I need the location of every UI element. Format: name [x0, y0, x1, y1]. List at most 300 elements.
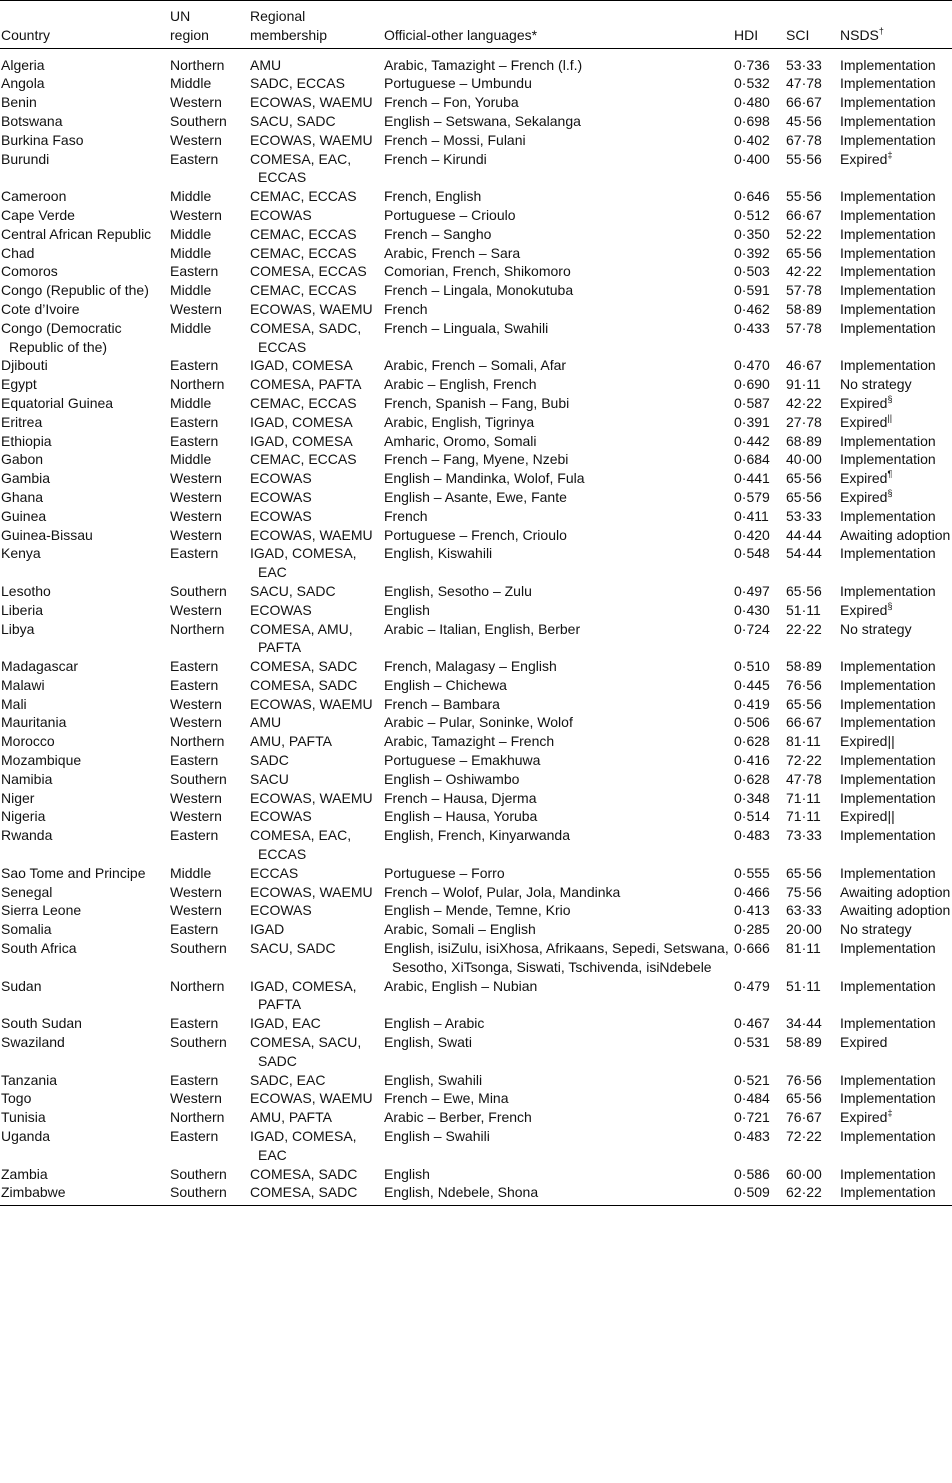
cell-country [0, 920, 170, 939]
cell-regional-membership-text: SADC, ECCAS [250, 75, 345, 92]
cell-country-text: Swaziland [1, 1034, 65, 1051]
cell-country-text: Namibia [1, 770, 53, 787]
cell-un-region-text: Western [170, 470, 222, 487]
cell-languages [384, 93, 734, 112]
cell-country [0, 281, 170, 300]
cell-un-region-text: Eastern [170, 1128, 219, 1145]
cell-regional-membership-text: ECOWAS [250, 808, 312, 825]
cell-hdi-text: 0·466 [734, 883, 770, 900]
cell-regional-membership-text: SADC [250, 752, 289, 769]
cell-nsds-text: Implementation [840, 507, 936, 524]
cell-regional-membership-text: COMESA, SACU, SADC [250, 1034, 362, 1069]
cell-sci-text: 67·78 [786, 131, 822, 148]
cell-sci [786, 507, 840, 526]
nsds-footnote-mark: § [887, 393, 893, 404]
cell-regional-membership-text: ECOWAS, WAEMU [250, 883, 373, 900]
cell-languages-text: Arabic, French – Sara [384, 244, 521, 261]
cell-country-text: Mozambique [1, 752, 82, 769]
nsds-footnote-mark: ‡ [887, 1108, 893, 1119]
cell-nsds-text: Awaiting adoption [840, 883, 951, 900]
cell-regional-membership [250, 206, 384, 225]
cell-sci-text: 66·67 [786, 94, 822, 111]
table-row [0, 48, 952, 74]
cell-sci-text: 22·22 [786, 620, 822, 637]
cell-sci [786, 1127, 840, 1165]
cell-hdi-text: 0·484 [734, 1090, 770, 1107]
cell-regional-membership-text: COMESA, PAFTA [250, 376, 362, 393]
cell-languages [384, 1071, 734, 1090]
cell-nsds-text: Implementation [840, 282, 936, 299]
cell-languages [384, 206, 734, 225]
cell-hdi-text: 0·411 [734, 507, 769, 524]
cell-regional-membership [250, 413, 384, 432]
cell-hdi [734, 206, 786, 225]
cell-languages [384, 74, 734, 93]
cell-nsds [840, 1108, 952, 1127]
cell-hdi-text: 0·392 [734, 244, 770, 261]
cell-hdi [734, 883, 786, 902]
cell-languages-text: English, French, Kinyarwanda [384, 827, 570, 844]
cell-hdi-text: 0·467 [734, 1015, 770, 1032]
cell-nsds-text: Implementation [840, 206, 936, 223]
cell-un-region-text: Southern [170, 940, 227, 957]
cell-country [0, 864, 170, 883]
cell-hdi-text: 0·445 [734, 676, 770, 693]
cell-hdi-text: 0·483 [734, 1128, 770, 1145]
cell-languages [384, 544, 734, 582]
cell-nsds [840, 131, 952, 150]
cell-hdi-text: 0·413 [734, 902, 770, 919]
cell-un-region-text: Northern [170, 1109, 225, 1126]
cell-un-region [170, 920, 250, 939]
cell-sci-text: 20·00 [786, 921, 822, 938]
cell-languages [384, 150, 734, 188]
cell-hdi-text: 0·724 [734, 620, 770, 637]
cell-country-text: Kenya [1, 545, 41, 562]
cell-un-region-text: Southern [170, 1165, 227, 1182]
cell-country [0, 74, 170, 93]
cell-sci-text: 65·56 [786, 244, 822, 261]
cell-regional-membership-text: ECCAS [250, 864, 299, 881]
cell-country [0, 488, 170, 507]
cell-country-text: Uganda [1, 1128, 51, 1145]
cell-hdi [734, 864, 786, 883]
cell-languages-text: English [384, 1165, 430, 1182]
cell-languages-text: French – Kirundi [384, 150, 487, 167]
cell-un-region [170, 150, 250, 188]
cell-country-text: Congo (Democratic Republic of the) [1, 319, 122, 355]
cell-nsds-text: Implementation [840, 658, 936, 675]
cell-sci [786, 48, 840, 74]
cell-country [0, 507, 170, 526]
cell-sci-text: 65·56 [786, 582, 822, 599]
table-row [0, 1165, 952, 1184]
cell-un-region [170, 582, 250, 601]
cell-hdi [734, 112, 786, 131]
cell-country-text: Ghana [1, 488, 44, 505]
cell-sci-text: 76·56 [786, 1071, 822, 1088]
cell-languages [384, 901, 734, 920]
cell-un-region-text: Northern [170, 620, 225, 637]
nsds-footnote-mark: || [887, 412, 893, 423]
cell-regional-membership-text: ECOWAS [250, 470, 312, 487]
cell-sci [786, 262, 840, 281]
cell-sci-text: 68·89 [786, 432, 822, 449]
cell-nsds-text: Implementation [840, 319, 936, 336]
cell-un-region [170, 713, 250, 732]
table-row [0, 413, 952, 432]
cell-un-region [170, 939, 250, 977]
cell-regional-membership-text: COMESA, SADC [250, 676, 358, 693]
cell-sci-text: 40·00 [786, 451, 822, 468]
cell-languages [384, 1089, 734, 1108]
cell-hdi-text: 0·514 [734, 808, 770, 825]
cell-languages-text: Arabic, French – Somali, Afar [384, 357, 567, 374]
cell-un-region-text: Western [170, 883, 222, 900]
cell-country [0, 526, 170, 545]
cell-country [0, 751, 170, 770]
cell-un-region [170, 620, 250, 658]
table-row [0, 977, 952, 1015]
cell-sci-text: 53·33 [786, 507, 822, 524]
cell-country [0, 1071, 170, 1090]
cell-regional-membership [250, 676, 384, 695]
cell-country-text: South Africa [1, 940, 77, 957]
cell-country [0, 1165, 170, 1184]
cell-country [0, 601, 170, 620]
cell-regional-membership-text: SACU, SADC [250, 940, 336, 957]
cell-languages-text: Portuguese – Umbundu [384, 75, 532, 92]
cell-sci [786, 601, 840, 620]
cell-regional-membership [250, 112, 384, 131]
cell-un-region [170, 1014, 250, 1033]
cell-regional-membership [250, 225, 384, 244]
cell-un-region-text: Eastern [170, 676, 219, 693]
cell-un-region [170, 356, 250, 375]
cell-nsds-text: Implementation [840, 112, 936, 129]
cell-languages [384, 601, 734, 620]
cell-country-text: Algeria [1, 56, 45, 73]
cell-country [0, 695, 170, 714]
cell-sci-text: 57·78 [786, 319, 822, 336]
cell-sci [786, 1014, 840, 1033]
cell-country [0, 150, 170, 188]
cell-un-region-text: Eastern [170, 263, 219, 280]
cell-sci-text: 58·89 [786, 658, 822, 675]
cell-un-region-text: Western [170, 808, 222, 825]
cell-regional-membership [250, 244, 384, 263]
cell-un-region [170, 901, 250, 920]
cell-hdi-text: 0·510 [734, 658, 770, 675]
cell-country-text: Gabon [1, 451, 44, 468]
cell-sci [786, 131, 840, 150]
cell-country-text: Cameroon [1, 188, 67, 205]
cell-languages [384, 695, 734, 714]
cell-languages-text: English – Swahili [384, 1128, 490, 1145]
cell-languages [384, 826, 734, 864]
cell-un-region [170, 1071, 250, 1090]
cell-sci-text: 72·22 [786, 1128, 822, 1145]
cell-un-region-text: Eastern [170, 1071, 219, 1088]
cell-regional-membership [250, 432, 384, 451]
cell-languages-text: English – Mandinka, Wolof, Fula [384, 470, 585, 487]
cell-hdi [734, 676, 786, 695]
cell-languages [384, 1014, 734, 1033]
cell-regional-membership [250, 732, 384, 751]
table-row [0, 620, 952, 658]
cell-languages-text: French [384, 507, 428, 524]
cell-regional-membership [250, 450, 384, 469]
cell-languages [384, 112, 734, 131]
cell-hdi-text: 0·506 [734, 714, 770, 731]
table-row [0, 281, 952, 300]
cell-hdi-text: 0·400 [734, 150, 770, 167]
cell-languages-text: French – Linguala, Swahili [384, 319, 549, 336]
cell-sci [786, 225, 840, 244]
cell-country-text: Central African Republic [1, 225, 152, 242]
cell-languages [384, 657, 734, 676]
cell-sci-text: 65·56 [786, 488, 822, 505]
cell-sci-text: 66·67 [786, 206, 822, 223]
cell-country [0, 582, 170, 601]
cell-country [0, 1033, 170, 1071]
cell-hdi [734, 657, 786, 676]
cell-country [0, 1014, 170, 1033]
cell-regional-membership-text: IGAD, COMESA [250, 413, 353, 430]
table-row [0, 206, 952, 225]
cell-hdi [734, 507, 786, 526]
cell-country-text: Comoros [1, 263, 58, 280]
cell-regional-membership-text: SACU, SADC [250, 112, 336, 129]
cell-hdi-text: 0·416 [734, 752, 770, 769]
cell-languages-text: Arabic – Italian, English, Berber [384, 620, 581, 637]
cell-nsds-text: Expired [840, 394, 888, 411]
cell-sci [786, 770, 840, 789]
cell-regional-membership-text: AMU, PAFTA [250, 733, 332, 750]
cell-languages-text: Arabic, English, Tigrinya [384, 413, 535, 430]
cell-un-region [170, 789, 250, 808]
table-row [0, 244, 952, 263]
cell-languages-text: French – Wolof, Pular, Jola, Mandinka [384, 883, 621, 900]
cell-nsds-text: Implementation [840, 432, 936, 449]
cell-hdi [734, 319, 786, 357]
cell-languages [384, 620, 734, 658]
cell-un-region-text: Eastern [170, 921, 219, 938]
cell-hdi [734, 300, 786, 319]
cell-regional-membership-text: ECOWAS, WAEMU [250, 789, 373, 806]
cell-nsds-text: Expired [840, 413, 888, 430]
cell-country-text: Eritrea [1, 413, 43, 430]
cell-regional-membership-text: ECOWAS, WAEMU [250, 94, 373, 111]
cell-hdi [734, 1183, 786, 1205]
cell-sci [786, 657, 840, 676]
cell-regional-membership [250, 150, 384, 188]
cell-hdi [734, 620, 786, 658]
cell-sci [786, 432, 840, 451]
cell-country [0, 713, 170, 732]
cell-un-region-text: Eastern [170, 413, 219, 430]
table-row [0, 732, 952, 751]
cell-hdi [734, 751, 786, 770]
cell-hdi [734, 131, 786, 150]
cell-country-text: Morocco [1, 733, 55, 750]
cell-languages-text: English, Swati [384, 1034, 472, 1051]
cell-regional-membership-text: COMESA, AMU, PAFTA [250, 620, 353, 656]
cell-un-region [170, 225, 250, 244]
cell-sci-text: 76·56 [786, 676, 822, 693]
cell-sci [786, 375, 840, 394]
cell-nsds-text: Implementation [840, 977, 936, 994]
cell-sci [786, 807, 840, 826]
cell-nsds [840, 394, 952, 413]
cell-nsds-text: Implementation [840, 582, 936, 599]
cell-languages-text: English – Asante, Ewe, Fante [384, 488, 567, 505]
cell-languages-text: French – Fon, Yoruba [384, 94, 519, 111]
cell-languages-text: French [384, 300, 428, 317]
cell-sci-text: 55·56 [786, 150, 822, 167]
cell-sci-text: 42·22 [786, 394, 822, 411]
cell-hdi-text: 0·531 [734, 1034, 770, 1051]
table-row [0, 1033, 952, 1071]
cell-languages [384, 582, 734, 601]
cell-nsds-text: Implementation [840, 940, 936, 957]
cell-nsds [840, 488, 952, 507]
cell-nsds-text: Implementation [840, 188, 936, 205]
cell-sci-text: 42·22 [786, 263, 822, 280]
table-row [0, 1014, 952, 1033]
cell-hdi-text: 0·512 [734, 206, 770, 223]
cell-un-region [170, 864, 250, 883]
table-row [0, 807, 952, 826]
cell-nsds-text: Implementation [840, 545, 936, 562]
cell-country-text: Equatorial Guinea [1, 394, 114, 411]
cell-un-region [170, 1108, 250, 1127]
cell-country [0, 356, 170, 375]
cell-languages-text: English – Oshiwambo [384, 770, 520, 787]
cell-sci-text: 65·56 [786, 695, 822, 712]
cell-regional-membership [250, 601, 384, 620]
cell-languages-text: French, Malagasy – English [384, 658, 557, 675]
cell-regional-membership-text: ECOWAS, WAEMU [250, 300, 373, 317]
cell-country-text: Benin [1, 94, 37, 111]
cell-nsds [840, 1033, 952, 1071]
table-row [0, 394, 952, 413]
cell-country-text: Mauritania [1, 714, 67, 731]
cell-regional-membership [250, 695, 384, 714]
cell-regional-membership-text: IGAD, COMESA, EAC [250, 1128, 357, 1163]
cell-regional-membership [250, 356, 384, 375]
cell-nsds [840, 375, 952, 394]
cell-languages-text: English, Ndebele, Shona [384, 1184, 539, 1201]
cell-hdi-text: 0·462 [734, 300, 770, 317]
cell-languages [384, 1127, 734, 1165]
cell-languages-text: Portuguese – Forro [384, 864, 505, 881]
cell-regional-membership-text: ECOWAS, WAEMU [250, 695, 373, 712]
cell-hdi [734, 469, 786, 488]
table-row [0, 676, 952, 695]
cell-nsds [840, 150, 952, 188]
cell-languages [384, 939, 734, 977]
cell-regional-membership-text: AMU [250, 714, 282, 731]
cell-nsds [840, 526, 952, 545]
cell-sci-text: 62·22 [786, 1184, 822, 1201]
cell-regional-membership-text: ECOWAS, WAEMU [250, 1090, 373, 1107]
cell-languages-text: French – Bambara [384, 695, 500, 712]
cell-un-region [170, 93, 250, 112]
cell-regional-membership [250, 939, 384, 977]
cell-languages-text: Portuguese – Emakhuwa [384, 752, 541, 769]
cell-hdi [734, 695, 786, 714]
cell-nsds-text: Expired [840, 601, 888, 618]
table-row [0, 789, 952, 808]
cell-country [0, 300, 170, 319]
cell-hdi-text: 0·555 [734, 864, 770, 881]
cell-regional-membership-text: IGAD [250, 921, 285, 938]
cell-regional-membership [250, 507, 384, 526]
cell-un-region-text: Southern [170, 1034, 227, 1051]
cell-un-region-text: Western [170, 714, 222, 731]
table-row [0, 1071, 952, 1090]
cell-country [0, 225, 170, 244]
cell-un-region [170, 526, 250, 545]
cell-hdi [734, 544, 786, 582]
cell-languages-text: Arabic, Tamazight – French (l.f.) [384, 56, 583, 73]
cell-regional-membership [250, 469, 384, 488]
cell-nsds [840, 732, 952, 751]
cell-country [0, 469, 170, 488]
cell-languages-text: English – Hausa, Yoruba [384, 808, 538, 825]
cell-languages [384, 732, 734, 751]
cell-languages [384, 789, 734, 808]
cell-regional-membership [250, 1014, 384, 1033]
cell-hdi-text: 0·591 [734, 282, 770, 299]
cell-regional-membership-text: CEMAC, ECCAS [250, 244, 357, 261]
cell-hdi [734, 1108, 786, 1127]
cell-hdi-text: 0·721 [734, 1109, 770, 1126]
cell-sci [786, 544, 840, 582]
cell-hdi-text: 0·391 [734, 413, 770, 430]
cell-regional-membership [250, 751, 384, 770]
cell-languages [384, 713, 734, 732]
cell-sci-text: 51·11 [786, 977, 821, 994]
cell-nsds [840, 582, 952, 601]
cell-nsds-text: Implementation [840, 263, 936, 280]
cell-country [0, 131, 170, 150]
cell-hdi-text: 0·479 [734, 977, 770, 994]
table-row [0, 93, 952, 112]
cell-languages-text: English [384, 601, 430, 618]
header-regional-membership: Regional membership [250, 8, 328, 43]
cell-sci-text: 55·56 [786, 188, 822, 205]
cell-un-region [170, 450, 250, 469]
cell-sci-text: 65·56 [786, 1090, 822, 1107]
header-hdi: HDI [734, 26, 759, 43]
cell-hdi [734, 1033, 786, 1071]
cell-languages [384, 770, 734, 789]
cell-hdi [734, 1014, 786, 1033]
cell-languages-text: French – Mossi, Fulani [384, 131, 526, 148]
cell-un-region-text: Western [170, 695, 222, 712]
cell-regional-membership [250, 713, 384, 732]
cell-sci-text: 53·33 [786, 56, 822, 73]
cell-languages-text: English – Setswana, Sekalanga [384, 112, 581, 129]
cell-un-region-text: Middle [170, 451, 212, 468]
cell-hdi [734, 225, 786, 244]
cell-country-text: Angola [1, 75, 45, 92]
cell-country [0, 244, 170, 263]
cell-country-text: Guinea [1, 507, 47, 524]
cell-sci-text: 44·44 [786, 526, 822, 543]
